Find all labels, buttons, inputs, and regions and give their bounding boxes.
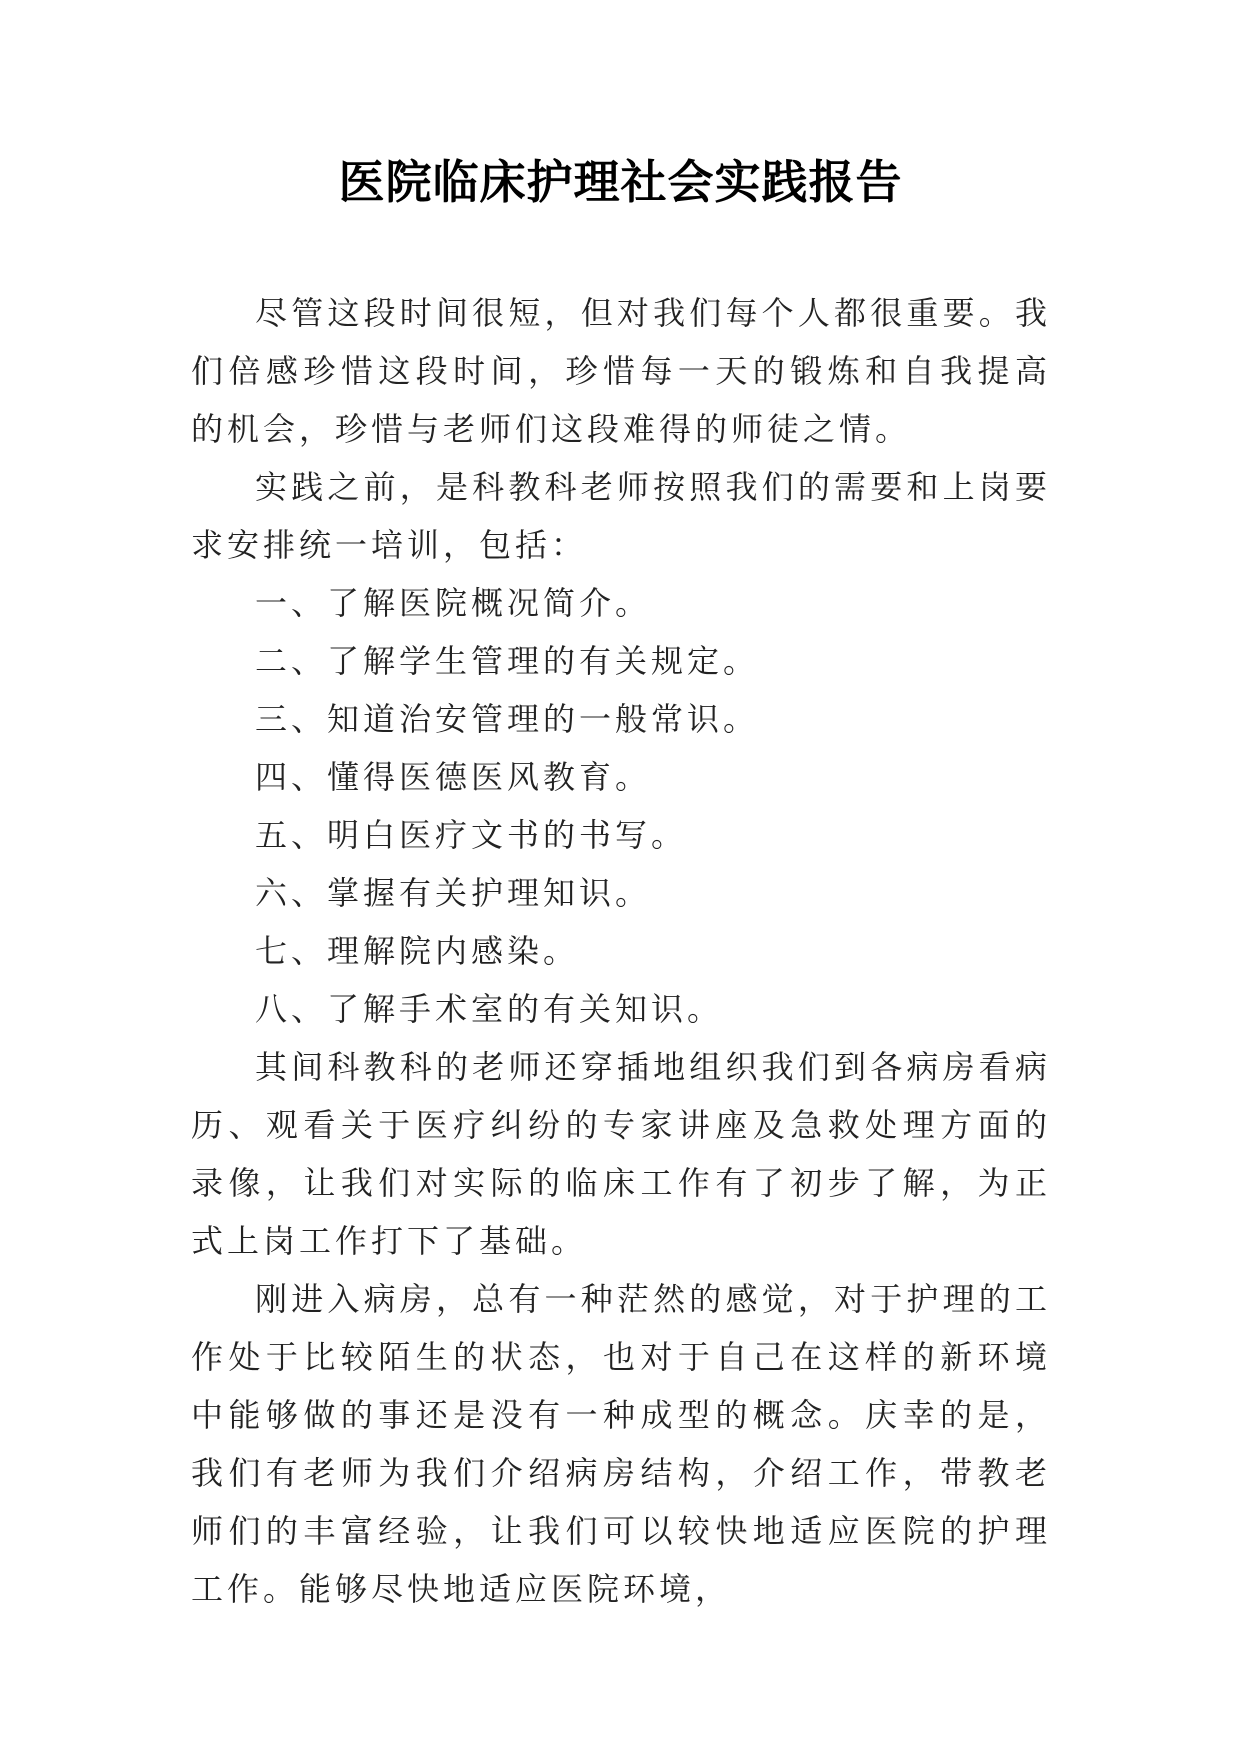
paragraph-ward-entry: 刚进入病房，总有一种茫然的感觉，对于护理的工作处于比较陌生的状态，也对于自己在这样的新环境中能够做的事还是没有一种成型的概念。庆幸的是，我们有老师为我们介绍病房结构，介绍工作，带教老师们的丰富经验，让我们可以较快地适应医院的护理工作。能够尽快地适应医院环境，: [191, 1280, 1051, 1608]
paragraph-activities: 其间科教科的老师还穿插地组织我们到各病房看病历、观看关于医疗纠纷的专家讲座及急救处理方面的录像，让我们对实际的临床工作有了初步了解，为正式上岗工作打下了基础。: [191, 1048, 1051, 1260]
list-item-5: 五、明白医疗文书的书写。: [255, 816, 688, 854]
document-body: [191, 284, 1051, 1618]
list-item-3: 三、知道治安管理的一般常识。: [255, 700, 760, 738]
list-item-6: 六、掌握有关护理知识。: [255, 874, 652, 912]
list-item-1: 一、了解医院概况简介。: [255, 584, 652, 622]
list-item-2: 二、了解学生管理的有关规定。: [255, 642, 760, 680]
paragraph-training-intro: 实践之前，是科教科老师按照我们的需要和上岗要求安排统一培训，包括：: [191, 468, 1051, 564]
list-item-8: 八、了解手术室的有关知识。: [255, 990, 724, 1028]
document-title: 医院临床护理社会实践报告: [338, 155, 903, 209]
list-item-7: 七、理解院内感染。: [255, 932, 580, 970]
paragraph-intro: 尽管这段时间很短，但对我们每个人都很重要。我们倍感珍惜这段时间，珍惜每一天的锻炼和自我提高的机会，珍惜与老师们这段难得的师徒之情。: [191, 294, 1051, 448]
list-item-4: 四、懂得医德医风教育。: [255, 758, 652, 796]
